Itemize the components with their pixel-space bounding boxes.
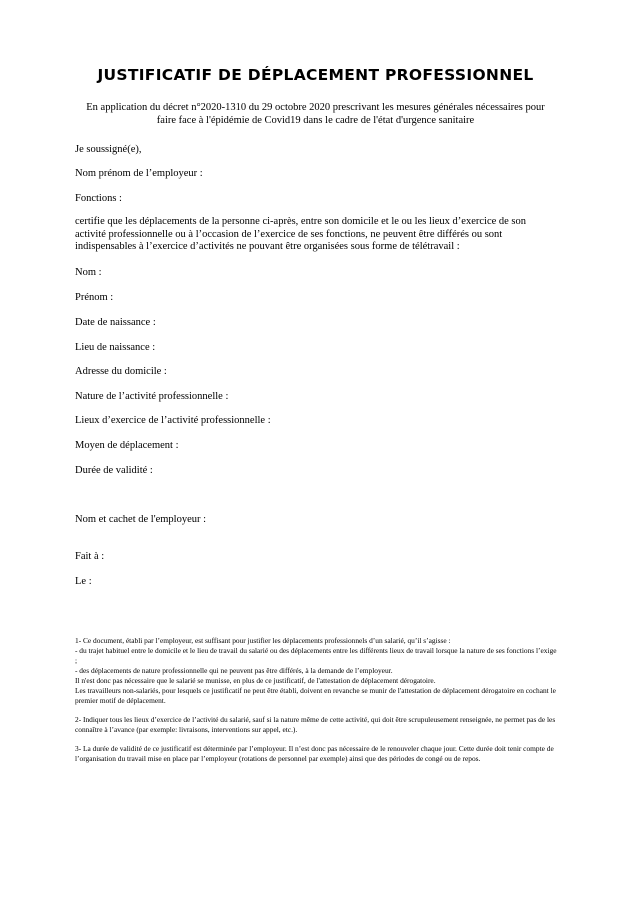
nom-label: Nom :	[75, 267, 102, 278]
date-naissance-label: Date de naissance :	[75, 317, 156, 328]
footnote-1	[75, 636, 560, 706]
employer-name-label: Nom prénom de l’employeur :	[75, 168, 203, 179]
footnote-1-line: 1- Ce document, établi par l’employeur, est suffisant pour justifier les déplacements professionnels d’un salarié, qu’il s’agisse :	[75, 636, 451, 645]
date-le-label: Le :	[75, 576, 92, 587]
adresse-label: Adresse du domicile :	[75, 366, 167, 377]
footnote-2: 2- Indiquer tous les lieux d’exercice de l’activité du salarié, sauf si la nature même de cette activité, qui doit être scrupuleusement renseignée, ne permet pas de les connaître à l’avance (par exemple: livraisons, interventions sur appel, etc.).	[75, 715, 556, 734]
footnote-1-line: Il n'est donc pas nécessaire que le salarié se munisse, en plus de ce justificatif, de l'attestation de déplacement dérogatoire.	[75, 676, 436, 685]
decree-subtitle: En application du décret n°2020-1310 du 29 octobre 2020 prescrivant les mesures générales nécessaires pour faire face à l'épidémie de Covid19 dans le cadre de l'état d'urgence sanitaire	[86, 102, 545, 126]
fait-a-label: Fait à :	[75, 551, 105, 562]
lieu-naissance-label: Lieu de naissance :	[75, 342, 156, 353]
nature-activite-label: Nature de l’activité professionnelle :	[75, 391, 229, 402]
moyen-deplacement-label: Moyen de déplacement :	[75, 440, 179, 451]
footnotes	[75, 636, 560, 773]
prenom-label: Prénom :	[75, 292, 114, 303]
footnote-3: 3- La durée de validité de ce justificatif est déterminée par l’employeur. Il n’est donc pas nécessaire de le renouveler chaque jour. Cette durée doit tenir compte de l’organisation du travail mise en place par l’employeur (rotations de personnel par exemple) ainsi que des périodes de congé ou de repos.	[75, 744, 554, 763]
lieux-exercice-label: Lieux d’exercice de l’activité professionnelle :	[75, 415, 271, 426]
footnote-1-line: Les travailleurs non-salariés, pour lesquels ce justificatif ne peut être établi, doivent en revanche se munir de l'attestation de déplacement dérogatoire en cochant le premier motif de déplacement.	[75, 686, 556, 705]
footnote-1-line: - des déplacements de nature professionnelle qui ne peuvent pas être différés, à la demande de l’employeur.	[75, 666, 393, 675]
page-title: JUSTIFICATIF DE DÉPLACEMENT PROFESSIONNEL	[97, 66, 534, 84]
footnote-1-line: - du trajet habituel entre le domicile et le lieu de travail du salarié ou des déplacements entre les différents lieux de travail lorsque la nature de ses fonctions l’exige ;	[75, 646, 557, 665]
cachet-employeur-label: Nom et cachet de l'employeur :	[75, 514, 207, 525]
soussigne-label: Je soussigné(e),	[75, 144, 142, 155]
duree-validite-label: Durée de validité :	[75, 465, 153, 476]
fonctions-label: Fonctions :	[75, 193, 122, 204]
certify-paragraph: certifie que les déplacements de la personne ci-après, entre son domicile et le ou les lieux d’exercice de son activité professionnelle ou à l’occasion de l’exercice de ses fonctions, ne peuvent être différés ou sont indispensables à l’exercice d’activités ne pouvant être organisées sous forme de télétravail :	[75, 216, 527, 252]
